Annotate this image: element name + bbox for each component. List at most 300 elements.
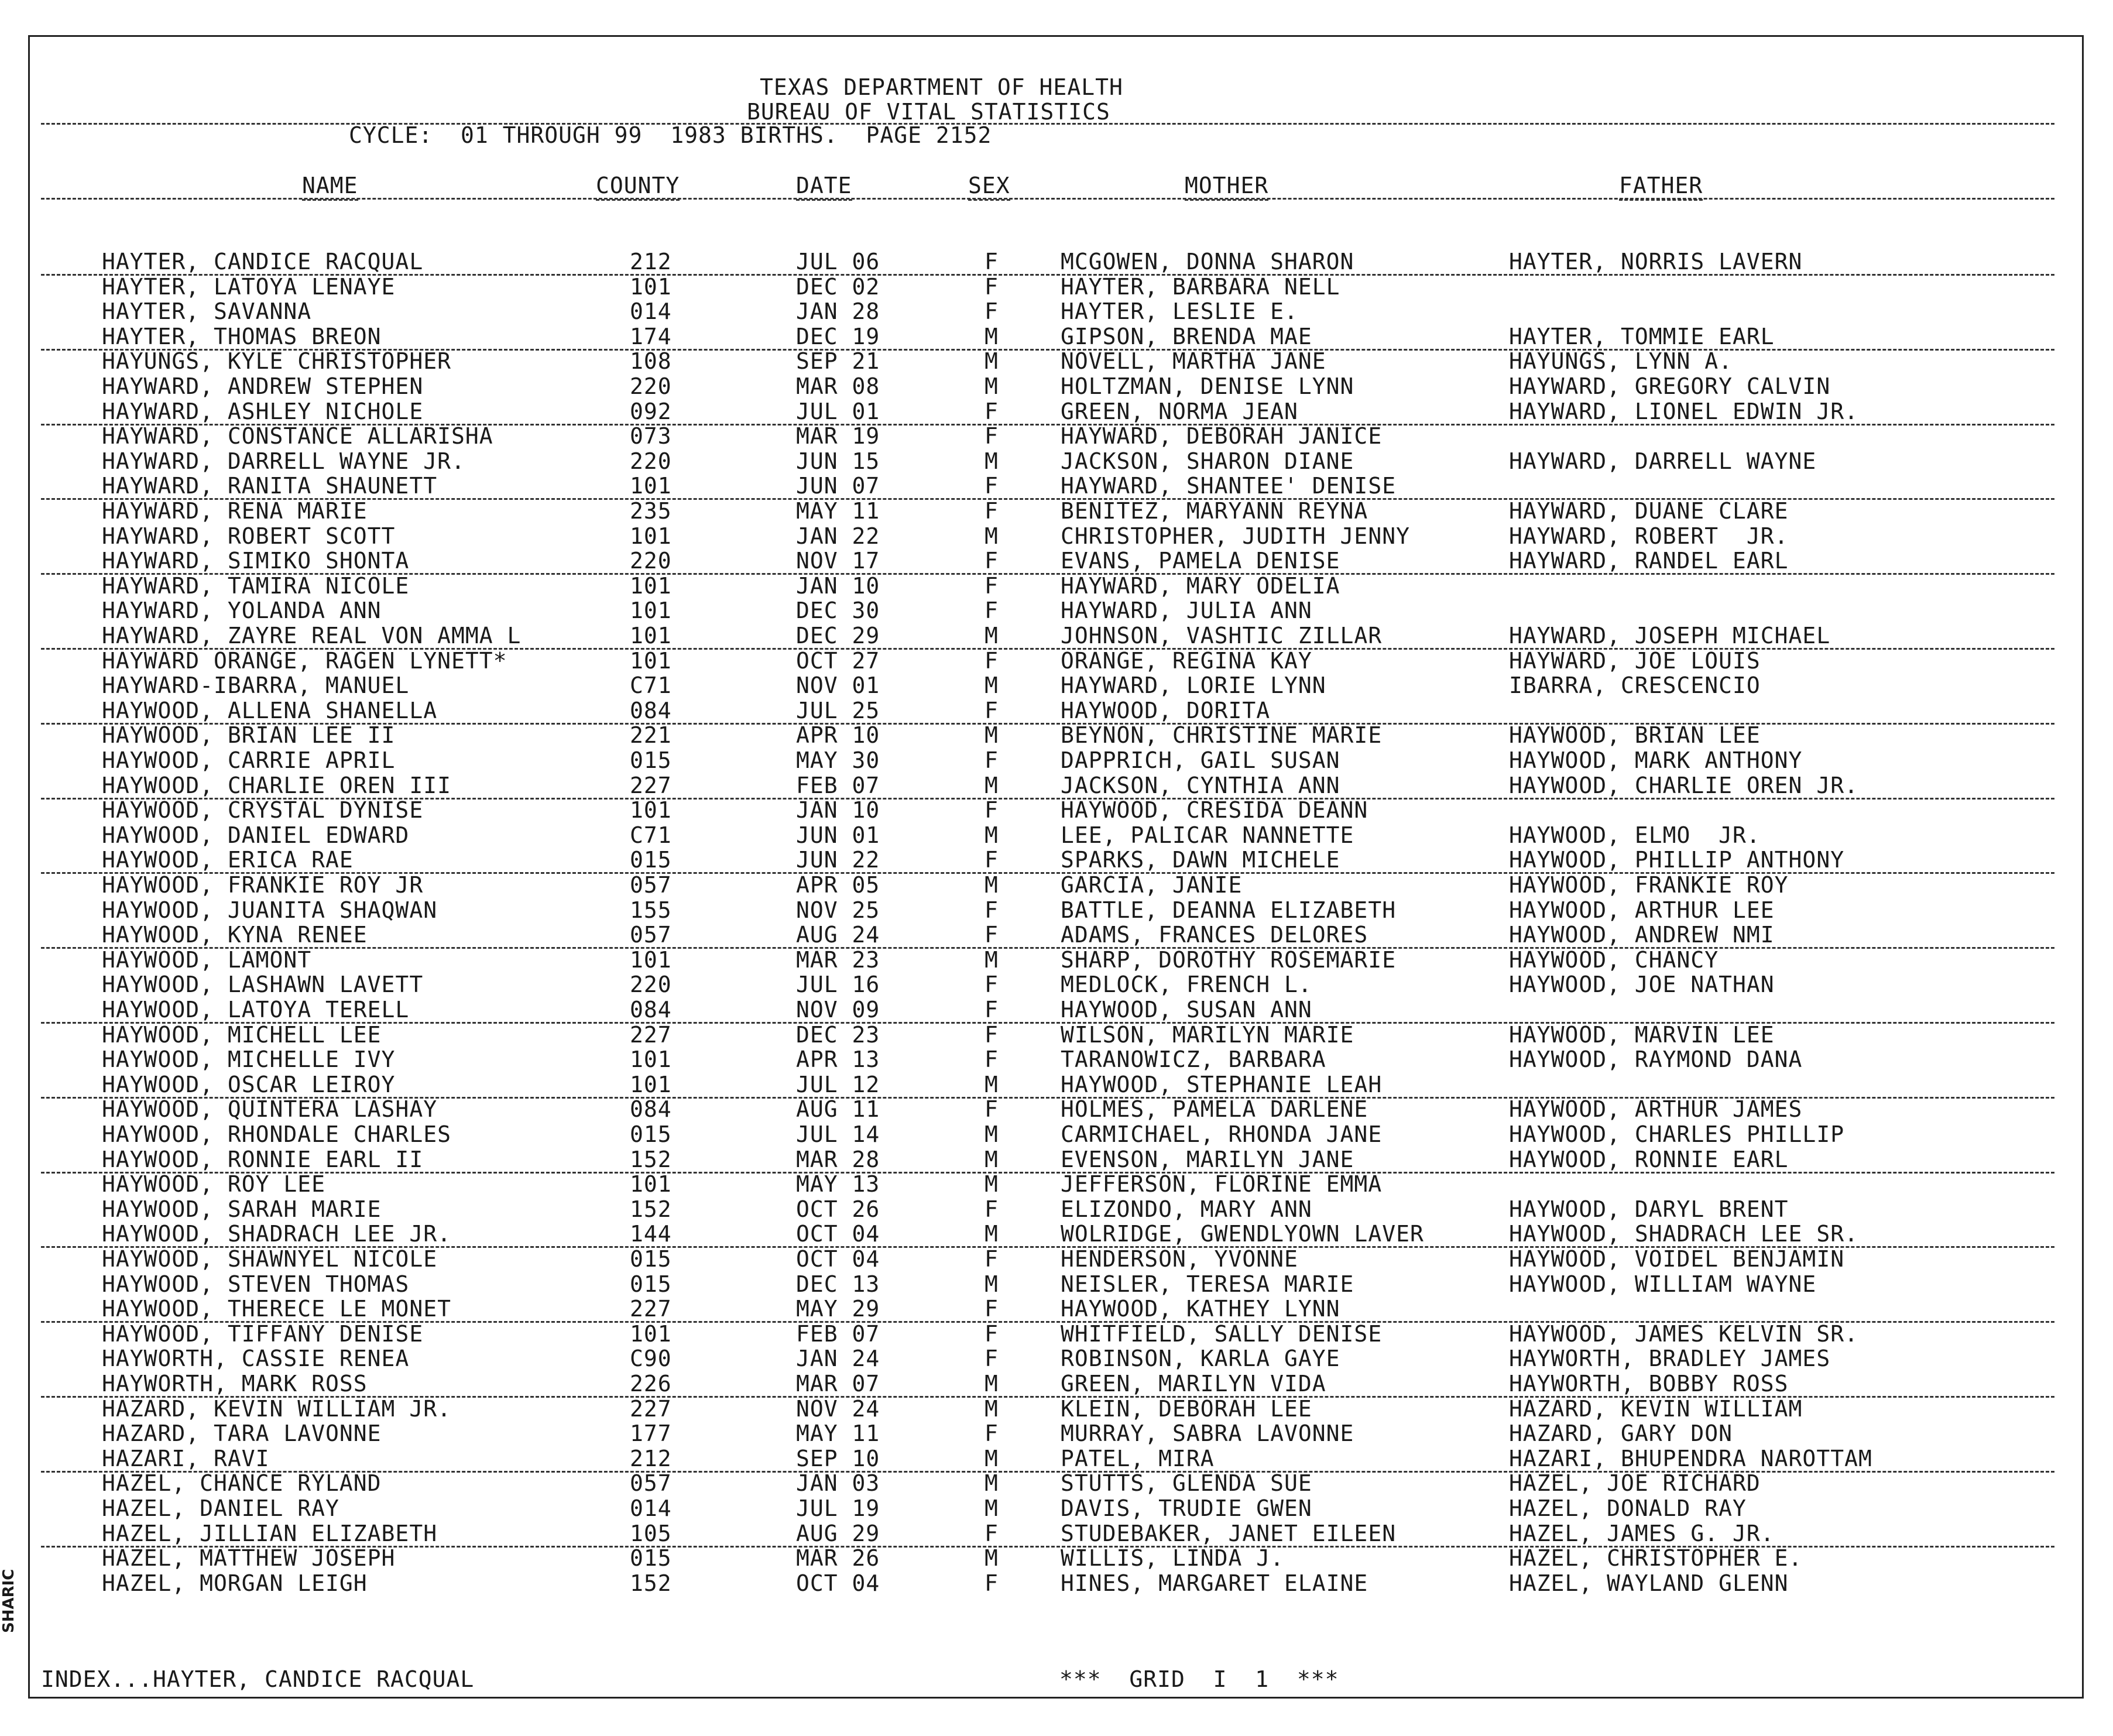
table-cell-sex: M — [985, 1446, 999, 1471]
table-cell-father: HAYWOOD, ARTHUR LEE — [1509, 897, 1775, 923]
table-cell-father: HAZEL, WAYLAND GLENN — [1509, 1570, 1789, 1596]
table-cell-sex: M — [985, 448, 999, 474]
table-cell-father: HAYWARD, JOE LOUIS — [1509, 648, 1761, 674]
table-cell-name: HAYWOOD, CHARLIE OREN III — [102, 773, 451, 798]
table-cell-father: HAYWOOD, ELMO JR. — [1509, 822, 1761, 848]
table-cell-date: JUL 25 — [796, 698, 880, 723]
table-cell-father: HAZEL, DONALD RAY — [1509, 1495, 1747, 1521]
table-cell-father: HAZEL, CHRISTOPHER E. — [1509, 1545, 1803, 1571]
table-cell-name: HAYWARD, YOLANDA ANN — [102, 598, 382, 623]
table-cell-date: AUG 24 — [796, 922, 880, 948]
table-cell-father: HAYWOOD, JOE NATHAN — [1509, 972, 1775, 997]
table-cell-mother: BENITEZ, MARYANN REYNA — [1061, 498, 1368, 524]
table-cell-date: OCT 04 — [796, 1221, 880, 1247]
table-cell-date: DEC 29 — [796, 623, 880, 649]
table-cell-name: HAYTER, LATOYA LENAYE — [102, 274, 396, 300]
table-cell-county: 235 — [630, 498, 672, 524]
table-cell-county: 101 — [630, 274, 672, 300]
table-cell-sex: F — [985, 648, 999, 674]
table-cell-mother: EVENSON, MARILYN JANE — [1061, 1147, 1354, 1172]
table-cell-mother: HAYWARD, DEBORAH JANICE — [1061, 423, 1383, 449]
table-cell-father: HAYWORTH, BOBBY ROSS — [1509, 1371, 1789, 1397]
table-cell-mother: HAYWOOD, STEPHANIE LEAH — [1061, 1072, 1383, 1097]
table-cell-mother: SPARKS, DAWN MICHELE — [1061, 847, 1340, 873]
table-cell-date: SEP 10 — [796, 1446, 880, 1471]
table-cell-date: NOV 25 — [796, 897, 880, 923]
table-cell-name: HAYWOOD, LAMONT — [102, 947, 312, 973]
table-cell-date: NOV 01 — [796, 673, 880, 698]
table-cell-sex: F — [985, 1521, 999, 1546]
divider-header — [41, 198, 2054, 200]
table-cell-name: HAYWARD-IBARRA, MANUEL — [102, 673, 410, 698]
table-cell-date: JUL 12 — [796, 1072, 880, 1097]
table-cell-county: 101 — [630, 1047, 672, 1072]
footer-index: INDEX...HAYTER, CANDICE RACQUAL — [41, 1666, 475, 1692]
table-cell-county: 220 — [630, 373, 672, 399]
table-cell-father: HAZEL, JAMES G. JR. — [1509, 1521, 1775, 1546]
table-cell-date: AUG 11 — [796, 1096, 880, 1122]
footer-grid: *** GRID I 1 *** — [1059, 1666, 1339, 1692]
table-cell-mother: DAPPRICH, GAIL SUSAN — [1061, 747, 1340, 773]
table-cell-mother: GREEN, MARILYN VIDA — [1061, 1371, 1326, 1397]
table-cell-name: HAZARD, TARA LAVONNE — [102, 1421, 382, 1446]
table-cell-county: 101 — [630, 797, 672, 823]
table-cell-name: HAZEL, CHANCE RYLAND — [102, 1470, 382, 1496]
table-cell-name: HAYUNGS, KYLE CHRISTOPHER — [102, 348, 451, 374]
table-cell-date: MAR 28 — [796, 1147, 880, 1172]
table-cell-county: 227 — [630, 1022, 672, 1048]
table-cell-county: 220 — [630, 448, 672, 474]
table-cell-date: MAR 07 — [796, 1371, 880, 1397]
table-cell-sex: F — [985, 997, 999, 1023]
table-cell-county: 101 — [630, 1321, 672, 1347]
table-cell-mother: HAYWOOD, DORITA — [1061, 698, 1271, 723]
table-cell-county: 073 — [630, 423, 672, 449]
table-cell-date: AUG 29 — [796, 1521, 880, 1546]
table-cell-mother: MEDLOCK, FRENCH L. — [1061, 972, 1312, 997]
table-cell-father: HAYWOOD, ARTHUR JAMES — [1509, 1096, 1803, 1122]
table-cell-mother: TARANOWICZ, BARBARA — [1061, 1047, 1326, 1072]
table-cell-name: HAZEL, MATTHEW JOSEPH — [102, 1545, 396, 1571]
table-cell-mother: CARMICHAEL, RHONDA JANE — [1061, 1121, 1383, 1147]
col-header-name: NAME — [302, 173, 358, 201]
table-cell-sex: F — [985, 399, 999, 424]
table-cell-father: HAYWOOD, JAMES KELVIN SR. — [1509, 1321, 1858, 1347]
table-cell-mother: WOLRIDGE, GWENDLYOWN LAVER — [1061, 1221, 1424, 1247]
table-cell-name: HAZEL, MORGAN LEIGH — [102, 1570, 368, 1596]
table-cell-name: HAYWOOD, DANIEL EDWARD — [102, 822, 410, 848]
table-cell-date: JAN 03 — [796, 1470, 880, 1496]
table-cell-father: HAYWOOD, WILLIAM WAYNE — [1509, 1271, 1817, 1297]
table-cell-mother: GARCIA, JANIE — [1061, 872, 1243, 898]
table-cell-name: HAYWOOD, TIFFANY DENISE — [102, 1321, 424, 1347]
table-cell-county: 015 — [630, 1246, 672, 1272]
col-header-date: DATE — [796, 173, 852, 201]
table-cell-sex: F — [985, 897, 999, 923]
table-cell-mother: STUDEBAKER, JANET EILEEN — [1061, 1521, 1397, 1546]
table-cell-name: HAYTER, THOMAS BREON — [102, 324, 382, 349]
table-cell-sex: M — [985, 872, 999, 898]
table-cell-sex: M — [985, 1371, 999, 1397]
table-cell-father: HAYWOOD, MARK ANTHONY — [1509, 747, 1803, 773]
table-cell-name: HAYWOOD, BRIAN LEE II — [102, 722, 396, 748]
table-cell-name: HAYWARD, SIMIKO SHONTA — [102, 548, 410, 574]
table-cell-father: HAYWOOD, DARYL BRENT — [1509, 1196, 1789, 1222]
table-cell-sex: M — [985, 822, 999, 848]
table-cell-county: 101 — [630, 947, 672, 973]
table-cell-sex: M — [985, 623, 999, 649]
table-cell-date: MAR 19 — [796, 423, 880, 449]
table-cell-date: MAR 08 — [796, 373, 880, 399]
table-cell-mother: ORANGE, REGINA KAY — [1061, 648, 1312, 674]
table-cell-father: HAYWOOD, PHILLIP ANTHONY — [1509, 847, 1845, 873]
table-cell-date: JUL 19 — [796, 1495, 880, 1521]
table-cell-date: JUN 15 — [796, 448, 880, 474]
table-cell-name: HAYWOOD, RONNIE EARL II — [102, 1147, 424, 1172]
table-cell-date: MAY 13 — [796, 1171, 880, 1197]
table-cell-county: 227 — [630, 773, 672, 798]
table-cell-name: HAYWARD, ZAYRE REAL VON AMMA L — [102, 623, 522, 649]
table-cell-date: OCT 27 — [796, 648, 880, 674]
table-cell-father: HAYWOOD, MARVIN LEE — [1509, 1022, 1775, 1048]
table-cell-name: HAYWARD ORANGE, RAGEN LYNETT* — [102, 648, 507, 674]
table-cell-date: JUN 07 — [796, 473, 880, 499]
table-cell-sex: F — [985, 698, 999, 723]
table-cell-date: NOV 09 — [796, 997, 880, 1023]
table-cell-county: 092 — [630, 399, 672, 424]
table-cell-name: HAYTER, CANDICE RACQUAL — [102, 249, 424, 275]
table-cell-county: 101 — [630, 598, 672, 623]
table-cell-sex: F — [985, 299, 999, 324]
col-header-sex: SEX — [968, 173, 1010, 201]
table-cell-county: 220 — [630, 972, 672, 997]
table-cell-mother: HAYWOOD, SUSAN ANN — [1061, 997, 1312, 1023]
table-cell-father: HAYWARD, DARRELL WAYNE — [1509, 448, 1817, 474]
table-cell-county: 015 — [630, 1121, 672, 1147]
table-cell-father: HAYTER, TOMMIE EARL — [1509, 324, 1775, 349]
table-cell-mother: MURRAY, SABRA LAVONNE — [1061, 1421, 1354, 1446]
table-cell-county: 174 — [630, 324, 672, 349]
table-cell-sex: M — [985, 1470, 999, 1496]
table-cell-name: HAYWARD, ROBERT SCOTT — [102, 523, 396, 549]
table-cell-name: HAYWARD, DARRELL WAYNE JR. — [102, 448, 465, 474]
table-cell-name: HAYWOOD, KYNA RENEE — [102, 922, 368, 948]
table-cell-date: JAN 10 — [796, 573, 880, 599]
table-cell-county: 105 — [630, 1521, 672, 1546]
table-cell-sex: M — [985, 1396, 999, 1422]
table-cell-mother: GIPSON, BRENDA MAE — [1061, 324, 1312, 349]
table-cell-county: 015 — [630, 847, 672, 873]
table-cell-sex: F — [985, 548, 999, 574]
table-cell-father: HAZEL, JOE RICHARD — [1509, 1470, 1761, 1496]
table-cell-sex: M — [985, 348, 999, 374]
table-cell-father: HAYWOOD, SHADRACH LEE SR. — [1509, 1221, 1858, 1247]
table-cell-sex: F — [985, 1022, 999, 1048]
table-cell-mother: BEYNON, CHRISTINE MARIE — [1061, 722, 1383, 748]
table-cell-mother: JOHNSON, VASHTIC ZILLAR — [1061, 623, 1383, 649]
table-cell-mother: HOLMES, PAMELA DARLENE — [1061, 1096, 1368, 1122]
table-cell-date: JUN 01 — [796, 822, 880, 848]
table-cell-name: HAYWORTH, CASSIE RENEA — [102, 1346, 410, 1371]
table-cell-date: MAY 11 — [796, 498, 880, 524]
table-cell-date: JUL 01 — [796, 399, 880, 424]
table-cell-mother: HAYWOOD, KATHEY LYNN — [1061, 1296, 1340, 1322]
table-cell-county: 014 — [630, 299, 672, 324]
table-cell-date: DEC 13 — [796, 1271, 880, 1297]
table-cell-date: OCT 26 — [796, 1196, 880, 1222]
table-cell-sex: M — [985, 673, 999, 698]
table-cell-county: 152 — [630, 1570, 672, 1596]
table-cell-date: OCT 04 — [796, 1570, 880, 1596]
table-cell-sex: M — [985, 947, 999, 973]
table-cell-mother: ROBINSON, KARLA GAYE — [1061, 1346, 1340, 1371]
table-cell-name: HAYWOOD, SHADRACH LEE JR. — [102, 1221, 451, 1247]
table-cell-name: HAYWOOD, FRANKIE ROY JR — [102, 872, 424, 898]
table-cell-father: HAYWOOD, CHANCY — [1509, 947, 1719, 973]
table-cell-name: HAYWOOD, CARRIE APRIL — [102, 747, 396, 773]
table-cell-mother: HAYWARD, JULIA ANN — [1061, 598, 1312, 623]
table-cell-mother: KLEIN, DEBORAH LEE — [1061, 1396, 1312, 1422]
table-cell-name: HAYWARD, RANITA SHAUNETT — [102, 473, 438, 499]
table-cell-sex: F — [985, 1047, 999, 1072]
table-cell-date: APR 05 — [796, 872, 880, 898]
row-group-divider — [41, 947, 2054, 949]
table-cell-county: 101 — [630, 1171, 672, 1197]
table-cell-mother: CHRISTOPHER, JUDITH JENNY — [1061, 523, 1410, 549]
table-cell-date: DEC 19 — [796, 324, 880, 349]
table-cell-date: MAY 29 — [796, 1296, 880, 1322]
table-cell-mother: WILSON, MARILYN MARIE — [1061, 1022, 1354, 1048]
table-cell-sex: F — [985, 249, 999, 275]
table-cell-county: 220 — [630, 548, 672, 574]
table-cell-name: HAYWARD, TAMIRA NICOLE — [102, 573, 410, 599]
table-cell-mother: STUTTS, GLENDA SUE — [1061, 1470, 1312, 1496]
table-cell-county: 227 — [630, 1396, 672, 1422]
table-cell-sex: F — [985, 1421, 999, 1446]
table-cell-name: HAYWOOD, STEVEN THOMAS — [102, 1271, 410, 1297]
table-cell-date: JAN 22 — [796, 523, 880, 549]
table-cell-county: 101 — [630, 1072, 672, 1097]
table-cell-mother: DAVIS, TRUDIE GWEN — [1061, 1495, 1312, 1521]
table-cell-mother: PATEL, MIRA — [1061, 1446, 1215, 1471]
header-agency: TEXAS DEPARTMENT OF HEALTH — [760, 74, 1123, 100]
row-group-divider — [41, 1172, 2054, 1174]
table-cell-date: JUN 22 — [796, 847, 880, 873]
table-cell-sex: M — [985, 324, 999, 349]
table-cell-father: HAZARD, KEVIN WILLIAM — [1509, 1396, 1803, 1422]
table-cell-father: HAYWARD, ROBERT JR. — [1509, 523, 1789, 549]
table-cell-date: MAR 23 — [796, 947, 880, 973]
table-cell-date: NOV 17 — [796, 548, 880, 574]
table-cell-county: 212 — [630, 1446, 672, 1471]
table-cell-sex: F — [985, 573, 999, 599]
table-cell-county: 084 — [630, 997, 672, 1023]
table-cell-father: HAYWOOD, CHARLES PHILLIP — [1509, 1121, 1845, 1147]
table-cell-father: HAYWARD, GREGORY CALVIN — [1509, 373, 1831, 399]
table-cell-mother: EVANS, PAMELA DENISE — [1061, 548, 1340, 574]
table-cell-name: HAZEL, JILLIAN ELIZABETH — [102, 1521, 438, 1546]
table-cell-father: HAYWARD, LIONEL EDWIN JR. — [1509, 399, 1858, 424]
table-cell-sex: M — [985, 1495, 999, 1521]
table-cell-father: HAYWOOD, VOIDEL BENJAMIN — [1509, 1246, 1845, 1272]
table-cell-father: HAYWOOD, FRANKIE ROY — [1509, 872, 1789, 898]
table-cell-name: HAYWOOD, SARAH MARIE — [102, 1196, 382, 1222]
table-cell-mother: ELIZONDO, MARY ANN — [1061, 1196, 1312, 1222]
table-cell-father: HAYWARD, RANDEL EARL — [1509, 548, 1789, 574]
table-cell-name: HAYWOOD, LATOYA TERELL — [102, 997, 410, 1023]
table-cell-sex: M — [985, 373, 999, 399]
table-cell-sex: F — [985, 922, 999, 948]
table-cell-sex: M — [985, 1221, 999, 1247]
table-cell-mother: HOLTZMAN, DENISE LYNN — [1061, 373, 1354, 399]
table-cell-mother: ADAMS, FRANCES DELORES — [1061, 922, 1368, 948]
table-cell-date: FEB 07 — [796, 773, 880, 798]
table-cell-county: 177 — [630, 1421, 672, 1446]
table-cell-father: HAYWOOD, ANDREW NMI — [1509, 922, 1775, 948]
table-cell-sex: F — [985, 1096, 999, 1122]
table-cell-name: HAYWOOD, ROY LEE — [102, 1171, 326, 1197]
table-cell-name: HAZEL, DANIEL RAY — [102, 1495, 339, 1521]
table-cell-mother: HENDERSON, YVONNE — [1061, 1246, 1298, 1272]
table-cell-date: JUL 16 — [796, 972, 880, 997]
table-cell-date: APR 10 — [796, 722, 880, 748]
header-bureau: BUREAU OF VITAL STATISTICS — [747, 99, 1110, 125]
table-cell-sex: M — [985, 1121, 999, 1147]
table-cell-date: APR 13 — [796, 1047, 880, 1072]
table-cell-date: DEC 30 — [796, 598, 880, 623]
table-cell-date: JUL 06 — [796, 249, 880, 275]
divider-top — [41, 123, 2054, 125]
table-cell-county: C71 — [630, 822, 672, 848]
col-header-county: COUNTY — [596, 173, 680, 201]
table-cell-county: 152 — [630, 1147, 672, 1172]
table-cell-mother: HINES, MARGARET ELAINE — [1061, 1570, 1368, 1596]
table-cell-mother: JEFFERSON, FLORINE EMMA — [1061, 1171, 1383, 1197]
table-cell-name: HAYWOOD, QUINTERA LASHAY — [102, 1096, 438, 1122]
table-cell-county: 101 — [630, 573, 672, 599]
table-cell-county: 227 — [630, 1296, 672, 1322]
table-cell-mother: HAYTER, BARBARA NELL — [1061, 274, 1340, 300]
table-cell-father: HAYWOOD, CHARLIE OREN JR. — [1509, 773, 1858, 798]
table-cell-mother: SHARP, DOROTHY ROSEMARIE — [1061, 947, 1397, 973]
table-cell-date: DEC 02 — [796, 274, 880, 300]
table-cell-county: 101 — [630, 523, 672, 549]
table-cell-name: HAYWOOD, THERECE LE MONET — [102, 1296, 451, 1322]
table-cell-name: HAYWOOD, LASHAWN LAVETT — [102, 972, 424, 997]
table-cell-mother: MCGOWEN, DONNA SHARON — [1061, 249, 1354, 275]
table-cell-name: HAYWOOD, MICHELL LEE — [102, 1022, 382, 1048]
table-cell-sex: F — [985, 747, 999, 773]
table-cell-name: HAYWOOD, ERICA RAE — [102, 847, 354, 873]
table-cell-name: HAYWOOD, MICHELLE IVY — [102, 1047, 396, 1072]
table-cell-father: HAZARD, GARY DON — [1509, 1421, 1733, 1446]
table-cell-mother: HAYWARD, MARY ODELIA — [1061, 573, 1340, 599]
table-cell-county: 108 — [630, 348, 672, 374]
table-cell-name: HAYWOOD, CRYSTAL DYNISE — [102, 797, 424, 823]
table-cell-name: HAYTER, SAVANNA — [102, 299, 312, 324]
table-cell-sex: F — [985, 1570, 999, 1596]
table-cell-sex: M — [985, 773, 999, 798]
table-cell-sex: F — [985, 498, 999, 524]
table-cell-date: MAR 26 — [796, 1545, 880, 1571]
table-cell-sex: F — [985, 797, 999, 823]
table-cell-sex: F — [985, 473, 999, 499]
table-cell-date: SEP 21 — [796, 348, 880, 374]
table-cell-county: 212 — [630, 249, 672, 275]
table-cell-county: 226 — [630, 1371, 672, 1397]
table-cell-sex: M — [985, 1271, 999, 1297]
table-cell-mother: WHITFIELD, SALLY DENISE — [1061, 1321, 1383, 1347]
table-cell-name: HAZARD, KEVIN WILLIAM JR. — [102, 1396, 451, 1422]
table-cell-sex: F — [985, 1346, 999, 1371]
table-cell-county: 015 — [630, 1545, 672, 1571]
table-cell-sex: M — [985, 722, 999, 748]
table-cell-date: NOV 24 — [796, 1396, 880, 1422]
table-cell-father: HAYWORTH, BRADLEY JAMES — [1509, 1346, 1831, 1371]
table-cell-father: HAYUNGS, LYNN A. — [1509, 348, 1733, 374]
table-cell-county: 057 — [630, 872, 672, 898]
table-cell-county: 101 — [630, 648, 672, 674]
table-cell-father: HAYWOOD, RAYMOND DANA — [1509, 1047, 1803, 1072]
col-header-father: FATHER — [1619, 173, 1703, 201]
table-cell-county: 014 — [630, 1495, 672, 1521]
table-cell-county: 057 — [630, 1470, 672, 1496]
table-cell-date: JUL 14 — [796, 1121, 880, 1147]
table-cell-sex: M — [985, 1147, 999, 1172]
table-cell-father: HAZARI, BHUPENDRA NAROTTAM — [1509, 1446, 1872, 1471]
table-cell-father: HAYWARD, DUANE CLARE — [1509, 498, 1789, 524]
table-cell-name: HAYWARD, CONSTANCE ALLARISHA — [102, 423, 493, 449]
table-cell-date: JAN 24 — [796, 1346, 880, 1371]
table-cell-date: MAY 11 — [796, 1421, 880, 1446]
table-cell-father: HAYTER, NORRIS LAVERN — [1509, 249, 1803, 275]
table-cell-county: 057 — [630, 922, 672, 948]
col-header-mother: MOTHER — [1185, 173, 1268, 201]
table-cell-name: HAYWOOD, JUANITA SHAQWAN — [102, 897, 438, 923]
table-cell-date: DEC 23 — [796, 1022, 880, 1048]
table-cell-county: 152 — [630, 1196, 672, 1222]
table-cell-father: IBARRA, CRESCENCIO — [1509, 673, 1761, 698]
table-cell-date: JAN 28 — [796, 299, 880, 324]
table-cell-name: HAZARI, RAVI — [102, 1446, 270, 1471]
table-cell-sex: F — [985, 1321, 999, 1347]
table-cell-date: JAN 10 — [796, 797, 880, 823]
table-cell-mother: NOVELL, MARTHA JANE — [1061, 348, 1326, 374]
table-cell-name: HAYWARD, RENA MARIE — [102, 498, 368, 524]
table-cell-father: HAYWOOD, RONNIE EARL — [1509, 1147, 1789, 1172]
table-cell-county: 101 — [630, 473, 672, 499]
table-cell-name: HAYWARD, ASHLEY NICHOLE — [102, 399, 424, 424]
table-cell-county: 084 — [630, 1096, 672, 1122]
table-cell-sex: M — [985, 1171, 999, 1197]
table-cell-sex: F — [985, 1196, 999, 1222]
table-cell-sex: M — [985, 523, 999, 549]
table-cell-name: HAYWOOD, SHAWNYEL NICOLE — [102, 1246, 438, 1272]
table-cell-county: 015 — [630, 747, 672, 773]
table-cell-name: HAYWOOD, OSCAR LEIROY — [102, 1072, 396, 1097]
table-cell-sex: F — [985, 847, 999, 873]
table-cell-county: C90 — [630, 1346, 672, 1371]
table-cell-father: HAYWARD, JOSEPH MICHAEL — [1509, 623, 1831, 649]
table-cell-date: OCT 04 — [796, 1246, 880, 1272]
table-cell-mother: GREEN, NORMA JEAN — [1061, 399, 1298, 424]
table-cell-date: FEB 07 — [796, 1321, 880, 1347]
table-cell-mother: HAYWARD, SHANTEE' DENISE — [1061, 473, 1397, 499]
table-cell-mother: HAYWARD, LORIE LYNN — [1061, 673, 1326, 698]
table-cell-mother: JACKSON, SHARON DIANE — [1061, 448, 1354, 474]
table-cell-mother: HAYWOOD, CRESIDA DEANN — [1061, 797, 1368, 823]
table-cell-sex: F — [985, 972, 999, 997]
